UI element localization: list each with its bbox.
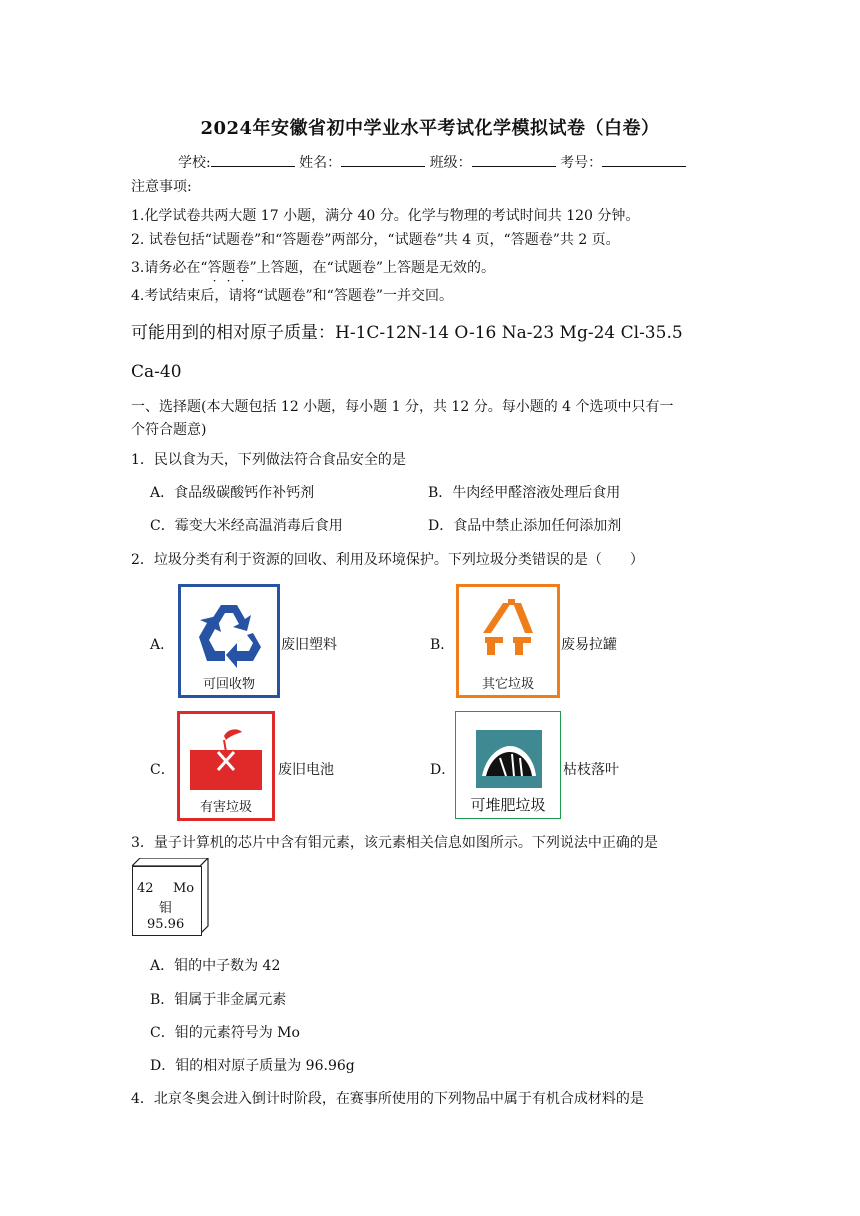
battery-hazard-icon <box>180 724 272 794</box>
class-blank[interactable] <box>472 152 556 167</box>
recyclable-sign-label: 可回收物 <box>202 677 255 692</box>
other-waste-icon <box>459 591 557 671</box>
q3-option-b[interactable]: B．钼属于非金属元素 <box>150 992 287 1008</box>
section-1-heading-cont: 个符合题意) <box>131 422 207 438</box>
q3-option-a[interactable]: A．钼的中子数为 42 <box>150 958 281 974</box>
hazardous-sign-label: 有害垃圾 <box>199 800 252 815</box>
q2-stem: 2．垃圾分类有利于资源的回收、利用及环境保护。下列垃圾分类错误的是（ ） <box>131 552 644 568</box>
atomic-masses-line-2: Ca-40 <box>131 362 182 382</box>
q2-option-c-letter[interactable]: C． <box>150 762 175 778</box>
note-3-emphasis <box>208 260 250 276</box>
emphasis-char: 答 <box>207 260 222 276</box>
hazardous-sign <box>177 711 275 821</box>
q1-option-b[interactable]: B．牛肉经甲醛溶液处理后食用 <box>428 485 621 501</box>
page-title: 2024年安徽省初中学业水平考试化学模拟试卷（白卷） <box>200 118 660 139</box>
q1-option-d[interactable]: D．食品中禁止添加任何添加剂 <box>428 518 622 534</box>
atomic-mass: 95.96 <box>147 917 185 932</box>
note-4: 4.考试结束后，请将“试题卷”和“答题卷”一并交回。 <box>131 288 453 304</box>
name-label: 姓名： <box>299 155 342 171</box>
number-blank[interactable] <box>602 152 686 167</box>
atomic-masses-line-1: 可能用到的相对原子质量：H-1C-12N-14 O-16 Na-23 Mg-24 Cl-35.5 <box>131 323 683 343</box>
other-waste-sign-label: 其它垃圾 <box>481 677 534 692</box>
emphasis-char: 题 <box>221 260 236 276</box>
class-label: 班级： <box>429 155 472 171</box>
q2-option-d-text: 枯枝落叶 <box>563 762 619 778</box>
q2-option-d-letter[interactable]: D． <box>430 762 456 778</box>
element-cell-molybdenum <box>132 866 202 936</box>
recyclable-sign <box>178 584 280 698</box>
q2-option-b-text: 废易拉罐 <box>561 637 617 653</box>
compost-sign <box>455 711 561 819</box>
school-label: 学校: <box>178 155 211 171</box>
number-label: 考号： <box>560 155 603 171</box>
recycle-icon <box>181 591 277 671</box>
name-blank[interactable] <box>341 152 425 167</box>
q3-option-d[interactable]: D．钼的相对原子质量为 96.96g <box>150 1058 355 1074</box>
other-waste-sign <box>456 584 560 698</box>
section-1-heading: 一、选择题(本大题包括 12 小题，每小题 1 分，共 12 分。每小题的 4 个选项中只有一 <box>131 399 674 415</box>
note-3-part-c: ”上答题，在“试题卷”上答题是无效的。 <box>249 260 495 276</box>
q2-option-a-text: 废旧塑料 <box>281 637 337 653</box>
q2-option-b-letter[interactable]: B． <box>430 637 455 653</box>
emphasis-char: 卷 <box>235 260 250 276</box>
q1-stem: 1．民以食为天，下列做法符合食品安全的是 <box>131 452 406 468</box>
atomic-number: 42 <box>137 881 154 896</box>
note-1: 1.化学试卷共两大题 17 小题，满分 40 分。化学与物理的考试时间共 120 分钟。 <box>131 208 640 224</box>
q2-option-c-text: 废旧电池 <box>278 762 334 778</box>
q3-stem: 3．量子计算机的芯片中含有钼元素，该元素相关信息如图所示。下列说法中正确的是 <box>131 835 658 851</box>
q3-option-c[interactable]: C．钼的元素符号为 Mo <box>150 1025 300 1041</box>
notes-heading: 注意事项: <box>131 179 192 195</box>
note-2: 2. 试卷包括“试题卷”和“答题卷”两部分，“试题卷”共 4 页，“答题卷”共 2 页。 <box>131 232 620 248</box>
element-symbol: Mo <box>173 881 195 896</box>
element-name: 钼 <box>159 901 173 916</box>
exam-info-line <box>178 152 686 172</box>
q1-option-a[interactable]: A．食品级碳酸钙作补钙剂 <box>150 485 315 501</box>
school-blank[interactable] <box>211 152 295 167</box>
compost-sign-label: 可堆肥垃圾 <box>470 796 546 814</box>
q1-option-c[interactable]: C．霉变大米经高温消毒后食用 <box>150 518 343 534</box>
note-3 <box>131 257 495 277</box>
q4-stem: 4．北京冬奥会进入倒计时阶段，在赛事所使用的下列物品中属于有机合成材料的是 <box>131 1091 644 1107</box>
compost-icon <box>456 728 560 794</box>
note-3-part-a: 3.请务必在“ <box>131 260 208 276</box>
q2-option-a-letter[interactable]: A． <box>150 637 175 653</box>
